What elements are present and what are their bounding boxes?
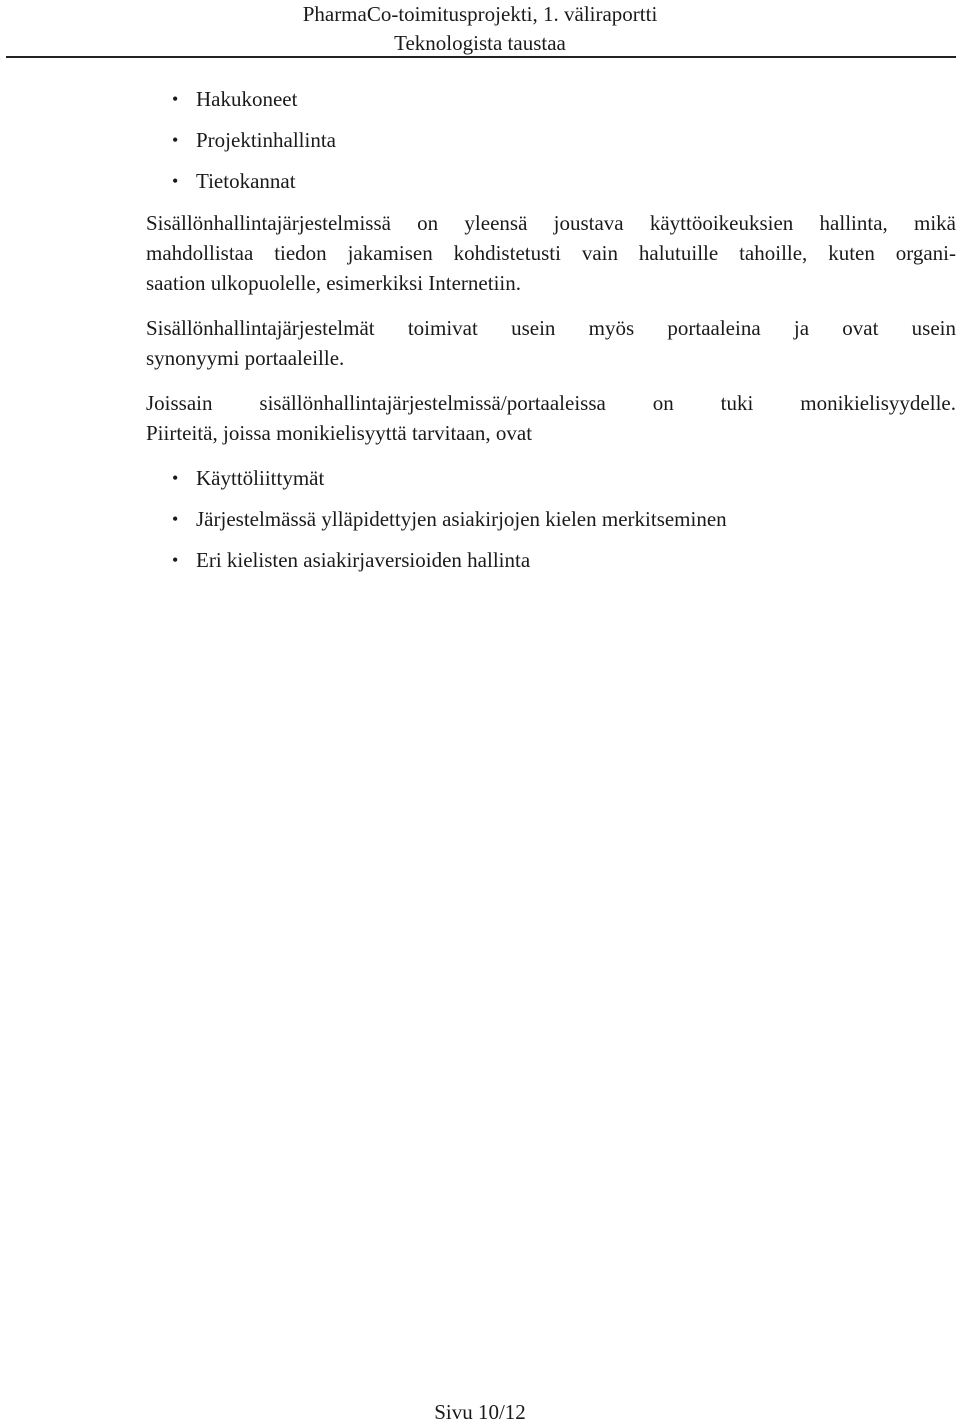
list-item [172,120,336,161]
section-title: Teknologista taustaa [394,31,566,55]
list-item [172,499,727,540]
bullet-list-multilingual-features [172,458,727,581]
paragraph-portals [146,313,956,373]
header-divider [6,56,956,58]
paragraph-access-control [146,208,956,298]
list-item-text: Tietokannat [196,169,296,193]
bullet-icon: • [172,171,179,191]
list-item-text: Eri kielisten asiakirjaversioiden hallinta [196,548,531,572]
list-item-text: Projektinhallinta [196,128,336,152]
paragraph-line: saation ulkopuolelle, esimerkiksi Internetiin. [146,271,521,295]
bullet-icon: • [172,550,179,570]
bullet-icon: • [172,468,179,488]
paragraph-line: Sisällönhallintajärjestelmissä on yleensä joustava käyttöoikeuksien hallinta, mikä [146,211,956,235]
list-item [172,540,727,581]
list-item [172,161,336,202]
paragraph-line: Sisällönhallintajärjestelmät toimivat usein myös portaaleina ja ovat usein [146,316,956,340]
paragraph-line: Piirteitä, joissa monikielisyyttä tarvitaan, ovat [146,421,533,445]
list-item [172,79,336,120]
list-item-text: Käyttöliittymät [196,466,325,490]
page-header [0,0,960,58]
list-item [172,458,727,499]
paragraph-multilingual [146,388,956,448]
list-item-text: Järjestelmässä ylläpidettyjen asiakirjojen kielen merkitseminen [196,507,727,531]
paragraph-line: Joissain sisällönhallintajärjestelmissä/portaaleissa on tuki monikielisyydelle. [146,391,956,415]
bullet-list-technologies [172,79,336,202]
bullet-icon: • [172,509,179,529]
list-item-text: Hakukoneet [196,87,298,111]
bullet-icon: • [172,89,179,109]
paragraph-line: mahdollistaa tiedon jakamisen kohdistetusti vain halutuille tahoille, kuten organi- [146,241,956,265]
page-number: Sivu 10/12 [434,1400,526,1424]
bullet-icon: • [172,130,179,150]
paragraph-line: synonyymi portaaleille. [146,346,345,370]
document-title: PharmaCo-toimitusprojekti, 1. väliraportti [302,2,658,26]
